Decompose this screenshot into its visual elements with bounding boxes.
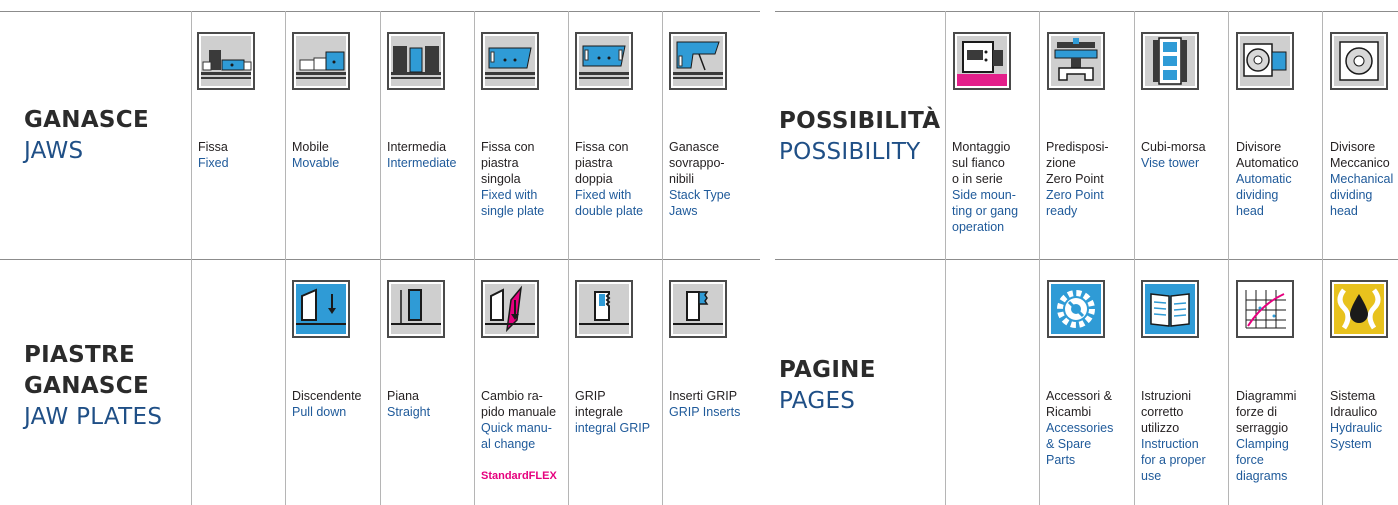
zero-point-icon xyxy=(1047,32,1105,90)
label-it: Fissa con piastra singola xyxy=(481,140,535,186)
col-divider xyxy=(1322,11,1323,505)
pages-label xyxy=(1141,388,1225,484)
label-en: Side moun- ting or gang operation xyxy=(952,188,1019,234)
integral-grip-icon xyxy=(575,280,633,338)
top-rule-right xyxy=(775,11,1398,12)
label-it: Sistema Idraulico xyxy=(1330,389,1378,419)
pages-title-en: PAGES xyxy=(779,388,856,414)
mid-rule-right xyxy=(775,259,1398,260)
jaw-plates-title-en: JAW PLATES xyxy=(24,404,163,430)
label-en: Fixed xyxy=(198,156,229,170)
hydraulic-drop-icon xyxy=(1330,280,1388,338)
label-en: Zero Point ready xyxy=(1046,188,1104,218)
grip-inserts-icon xyxy=(669,280,727,338)
label-en: GRIP Inserts xyxy=(669,405,741,419)
possibility-label xyxy=(1236,139,1320,219)
label-it: Montaggio sul fianco o in serie xyxy=(952,140,1011,186)
pages-label xyxy=(1046,388,1130,468)
label-en: Accessories & Spare Parts xyxy=(1046,421,1114,467)
label-en: Stack Type Jaws xyxy=(669,188,731,218)
label-it: Intermedia xyxy=(387,140,447,154)
instruction-book-icon xyxy=(1141,280,1199,338)
possibility-label xyxy=(1330,139,1396,219)
jaws-title-en: JAWS xyxy=(24,138,84,164)
label-it: Predisposi- zione Zero Point xyxy=(1046,140,1109,186)
possibility-label xyxy=(952,139,1036,235)
label-en: Mechanical dividing head xyxy=(1330,172,1394,218)
pages-section-title xyxy=(779,355,876,417)
label-it: Divisore Meccanico xyxy=(1330,140,1390,170)
col-divider xyxy=(380,11,381,505)
vise-tower-icon xyxy=(1141,32,1199,90)
col-divider xyxy=(1039,11,1040,505)
pages-label xyxy=(1236,388,1320,484)
clamping-force-chart-icon xyxy=(1236,280,1294,338)
label-it: Diagrammi forze di serraggio xyxy=(1236,389,1297,435)
label-en: Quick manu- al change xyxy=(481,421,552,451)
col-divider xyxy=(568,11,569,505)
plate-label xyxy=(292,388,376,420)
label-en: Clamping force diagrams xyxy=(1236,437,1289,483)
fixed-jaw-icon xyxy=(197,32,255,90)
label-en: Fixed with double plate xyxy=(575,188,644,218)
label-it: Discendente xyxy=(292,389,362,403)
jaws-title-it: GANASCE xyxy=(24,107,149,133)
possibility-section-title xyxy=(779,106,940,168)
jaws-section-title xyxy=(24,105,149,167)
plate-label xyxy=(669,388,753,420)
label-it: GRIP integrale xyxy=(575,389,623,419)
possibility-label xyxy=(1046,139,1130,219)
pages-title-it: PAGINE xyxy=(779,357,876,383)
label-en: Movable xyxy=(292,156,340,170)
jaw-label xyxy=(575,139,659,219)
label-it: Divisore Automatico xyxy=(1236,140,1299,170)
straight-plate-icon xyxy=(387,280,445,338)
jaw-plates-title-it-2: GANASCE xyxy=(24,373,149,399)
label-en: Intermediate xyxy=(387,156,457,170)
quick-manual-change-icon xyxy=(481,280,539,338)
col-divider xyxy=(191,11,192,505)
fixed-single-plate-jaw-icon xyxy=(481,32,539,90)
stack-type-jaws-icon xyxy=(669,32,727,90)
label-en: Pull down xyxy=(292,405,347,419)
label-it: Piana xyxy=(387,389,419,403)
label-it: Cubi-morsa xyxy=(1141,140,1206,154)
gear-wrench-icon xyxy=(1047,280,1105,338)
label-en: Straight xyxy=(387,405,431,419)
label-en: Instruction for a proper use xyxy=(1141,437,1206,483)
label-it: Cambio ra- pido manuale xyxy=(481,389,557,419)
side-mounting-icon xyxy=(953,32,1011,90)
automatic-dividing-head-icon xyxy=(1236,32,1294,90)
col-divider xyxy=(662,11,663,505)
standardflex-brand: StandardFLEX xyxy=(481,470,557,482)
jaw-label xyxy=(481,139,565,219)
label-it: Fissa xyxy=(198,140,228,154)
col-divider xyxy=(1228,11,1229,505)
movable-jaw-icon xyxy=(292,32,350,90)
col-divider xyxy=(474,11,475,505)
col-divider xyxy=(945,11,946,505)
col-divider xyxy=(1134,11,1135,505)
label-it: Istruzioni corretto utilizzo xyxy=(1141,389,1192,435)
mechanical-dividing-head-icon xyxy=(1330,32,1388,90)
possibility-title-it: POSSIBILITÀ xyxy=(779,108,941,134)
plate-label xyxy=(575,388,659,436)
possibility-title-en: POSSIBILITY xyxy=(779,139,921,165)
plate-label xyxy=(387,388,471,420)
possibility-label xyxy=(1141,139,1225,171)
label-en: integral GRIP xyxy=(575,421,651,435)
label-en: Automatic dividing head xyxy=(1236,172,1292,218)
jaw-plates-title-it-1: PIASTRE xyxy=(24,342,135,368)
pull-down-plate-icon xyxy=(292,280,350,338)
jaw-label xyxy=(669,139,753,219)
label-en: Vise tower xyxy=(1141,156,1200,170)
label-en: Hydraulic System xyxy=(1330,421,1383,451)
jaw-label xyxy=(198,139,282,171)
label-it: Inserti GRIP xyxy=(669,389,738,403)
label-en: Fixed with single plate xyxy=(481,188,545,218)
label-it: Accessori & Ricambi xyxy=(1046,389,1112,419)
fixed-double-plate-jaw-icon xyxy=(575,32,633,90)
jaw-plates-section-title xyxy=(24,340,162,433)
jaw-label xyxy=(387,139,471,171)
jaw-label xyxy=(292,139,376,171)
label-it: Ganasce sovrappo- nibili xyxy=(669,140,725,186)
label-it: Fissa con piastra doppia xyxy=(575,140,629,186)
pages-label xyxy=(1330,388,1396,452)
label-it: Mobile xyxy=(292,140,329,154)
col-divider xyxy=(285,11,286,505)
intermediate-jaw-icon xyxy=(387,32,445,90)
plate-label xyxy=(481,388,565,484)
